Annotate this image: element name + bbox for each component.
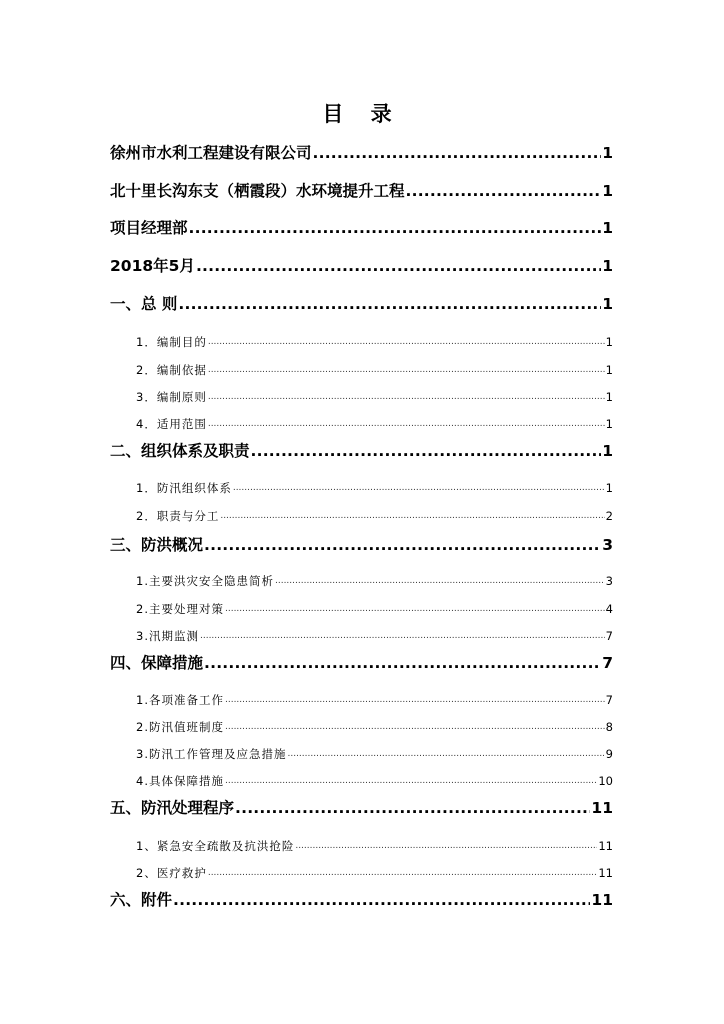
toc-leader-dots [208,865,598,881]
toc-section-entry[interactable] [110,143,613,163]
toc-subsection-entry[interactable] [136,719,613,735]
toc-subsection-entry[interactable] [136,865,613,881]
toc-page-number: 1 [602,442,613,460]
toc-page-number: 11 [591,891,613,909]
toc-subsection-entry[interactable] [136,601,613,617]
toc-page-number: 1 [605,363,613,377]
toc-leader-dots [233,480,605,496]
toc-leader-dots [208,362,605,378]
toc-entry-title: 五、防汛处理程序 [110,799,235,817]
toc-entry-title: 徐州市水利工程建设有限公司 [110,144,312,162]
toc-leader-dots [178,294,601,314]
toc-entry-title: 2、医疗救护 [136,866,207,880]
toc-entry-title: 1.各项准备工作 [136,693,224,707]
toc-subsection-entry[interactable] [136,773,613,789]
toc-leader-dots [200,628,605,644]
toc-page-number: 4 [605,602,613,616]
toc-entry-title: 1．编制目的 [136,335,207,349]
toc-leader-dots [225,601,605,617]
toc-leader-dots [225,692,605,708]
toc-entry-title: 三、防洪概况 [110,536,204,554]
toc-entry-title: 北十里长沟东支（栖霞段）水环境提升工程 [110,182,405,200]
toc-page-number: 11 [598,839,613,853]
toc-entry-title: 2．编制依据 [136,363,207,377]
toc-entry-title: 二、组织体系及职责 [110,442,250,460]
toc-leader-dots [406,181,602,201]
toc-page-number: 1 [602,257,613,275]
toc-leader-dots [225,719,605,735]
toc-section-entry[interactable] [110,798,613,818]
toc-page-number: 3 [602,536,613,554]
toc-leader-dots [204,535,601,555]
toc-leader-dots [275,573,605,589]
toc-leader-dots [251,441,602,461]
toc-leader-dots [313,143,602,163]
toc-page-number: 7 [605,629,613,643]
toc-page-number: 1 [602,295,613,313]
toc-section-entry[interactable] [110,653,613,673]
toc-leader-dots [235,798,590,818]
toc-page-number: 9 [605,747,613,761]
toc-subsection-entry[interactable] [136,362,613,378]
toc-page-number: 3 [605,574,613,588]
toc-entry-title: 2．职责与分工 [136,509,220,523]
toc-page-number: 1 [602,144,613,162]
toc-subsection-entry[interactable] [136,573,613,589]
toc-entry-title: 3.防汛工作管理及应急措施 [136,747,287,761]
toc-page-number: 1 [605,417,613,431]
toc-section-entry[interactable] [110,256,613,276]
toc-entry-title: 2.防汛值班制度 [136,720,224,734]
toc-leader-dots [189,218,602,238]
toc-page-number: 10 [598,774,613,788]
toc-leader-dots [208,334,605,350]
toc-leader-dots [287,746,604,762]
toc-page-number: 7 [605,693,613,707]
toc-title: 目 录 [322,102,402,126]
toc-leader-dots [208,389,605,405]
toc-subsection-entry[interactable] [136,838,613,854]
toc-page-number: 1 [602,219,613,237]
toc-subsection-entry[interactable] [136,416,613,432]
toc-entry-title: 1.主要洪灾安全隐患简析 [136,574,274,588]
toc-entry-title: 2018年5月 [110,257,195,275]
toc-entry-title: 4.具体保障措施 [136,774,224,788]
toc-entry-title: 一、总 则 [110,295,178,313]
toc-entry-title: 4．适用范围 [136,417,207,431]
toc-section-entry[interactable] [110,294,613,314]
toc-entry-title: 1、紧急安全疏散及抗洪抢险 [136,839,295,853]
toc-section-entry[interactable] [110,218,613,238]
toc-subsection-entry[interactable] [136,628,613,644]
toc-subsection-entry[interactable] [136,746,613,762]
toc-leader-dots [173,890,590,910]
toc-page-number: 11 [598,866,613,880]
toc-leader-dots [204,653,601,673]
toc-section-entry[interactable] [110,535,613,555]
toc-leader-dots [208,416,605,432]
toc-leader-dots [295,838,597,854]
toc-leader-dots [196,256,601,276]
toc-subsection-entry[interactable] [136,508,613,524]
toc-page-number: 11 [591,799,613,817]
toc-subsection-entry[interactable] [136,480,613,496]
toc-page-number: 8 [605,720,613,734]
toc-page-number: 1 [605,335,613,349]
toc-subsection-entry[interactable] [136,692,613,708]
toc-page-number: 1 [605,481,613,495]
toc-leader-dots [220,508,604,524]
toc-page-number: 1 [605,390,613,404]
toc-page-number: 7 [602,654,613,672]
toc-entry-title: 3．编制原则 [136,390,207,404]
toc-subsection-entry[interactable] [136,389,613,405]
toc-subsection-entry[interactable] [136,334,613,350]
toc-leader-dots [225,773,597,789]
toc-entry-title: 1．防汛组织体系 [136,481,232,495]
toc-page-number: 2 [605,509,613,523]
toc-section-entry[interactable] [110,441,613,461]
toc-entry-title: 3.汛期监测 [136,629,199,643]
toc-page-number: 1 [602,182,613,200]
toc-entry-title: 项目经理部 [110,219,188,237]
toc-section-entry[interactable] [110,181,613,201]
toc-entry-title: 四、保障措施 [110,654,204,672]
toc-entry-title: 六、附件 [110,891,173,909]
toc-entry-title: 2.主要处理对策 [136,602,224,616]
toc-section-entry[interactable] [110,890,613,910]
